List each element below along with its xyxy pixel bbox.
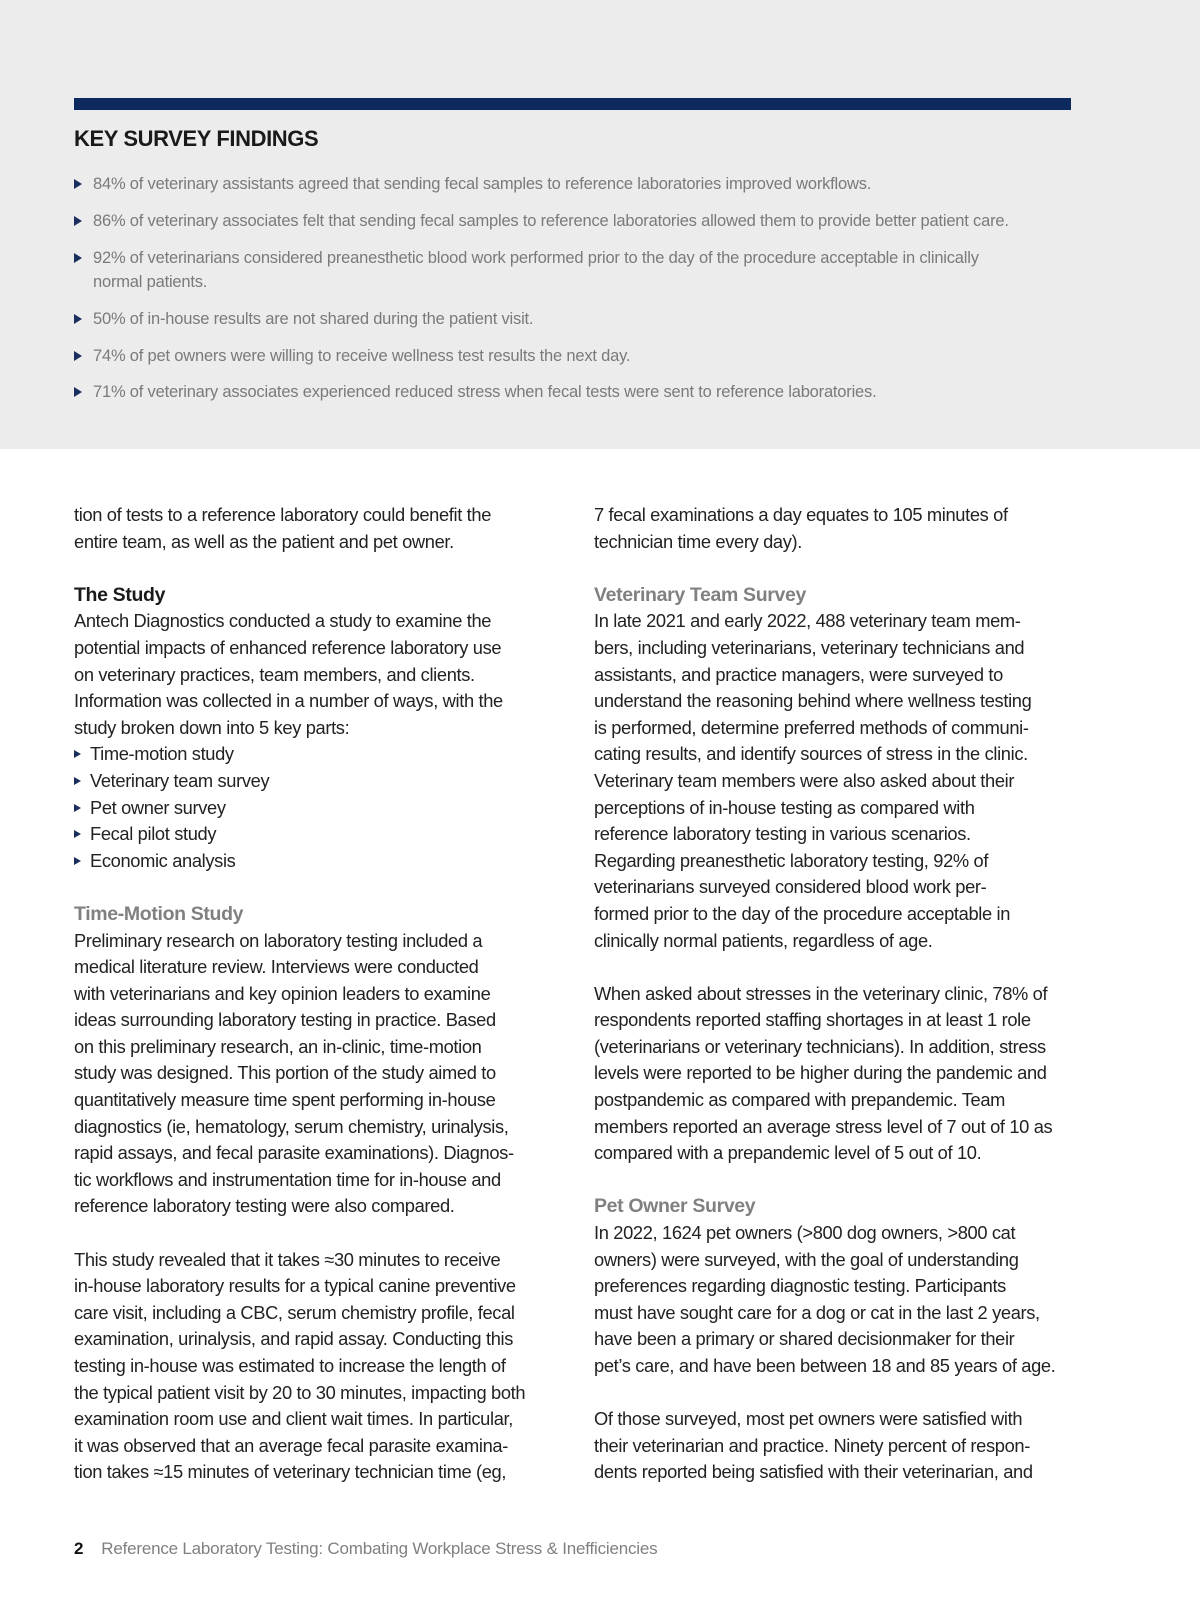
triangle-bullet-icon bbox=[74, 804, 81, 812]
triangle-bullet-icon bbox=[74, 351, 82, 361]
key-findings-title: KEY SURVEY FINDINGS bbox=[74, 126, 319, 151]
team-survey-paragraph: In late 2021 and early 2022, 488 veterinary team mem- bers, including veterinarians, veterinary technicians and assistants, and practice managers, were surveyed to understand the reasoning behind where wellness testing is performed, determine preferred methods of communi- cating results, and identify sources of stress in the clinic. Veterinary team members were also asked about their perceptions of in-house testing as compared with reference laboratory testing in various scenarios. Regarding preanesthetic laboratory testing, 92% of veterinarians surveyed considered blood work per- formed prior to the day of the procedure acceptable in clinically normal patients, regardless of age. bbox=[594, 610, 1032, 951]
page-footer bbox=[74, 1539, 657, 1559]
triangle-bullet-icon bbox=[74, 777, 81, 785]
finding-item: 92% of veterinarians considered preanesthetic blood work performed prior to the day of the procedure acceptable in clinically normal patients. bbox=[74, 246, 1074, 295]
finding-item: 84% of veterinary assistants agreed that sending fecal samples to reference laboratories improved workflows. bbox=[74, 172, 1074, 197]
time-motion-heading: Time-Motion Study bbox=[74, 902, 244, 925]
left-column bbox=[74, 502, 564, 1513]
finding-item: 74% of pet owners were willing to receive wellness test results the next day. bbox=[74, 344, 1074, 369]
stress-paragraph: When asked about stresses in the veterinary clinic, 78% of respondents reported staffing shortages in at least 1 role (veterinarians or veterinary technicians). In addition, stress levels were reported to be higher during the pandemic and postpandemic as compared with prepandemic. Team members reported an average stress level of 7 out of 10 as compared with a prepandemic level of 5 out of 10. bbox=[594, 982, 1053, 1164]
list-item: Fecal pilot study bbox=[74, 821, 564, 848]
pet-owner-survey-heading: Pet Owner Survey bbox=[594, 1195, 756, 1218]
list-item: Economic analysis bbox=[74, 848, 564, 875]
list-item: Pet owner survey bbox=[74, 795, 564, 822]
finding-item: 86% of veterinary associates felt that sending fecal samples to reference laboratories allowed them to provide better patient care. bbox=[74, 209, 1074, 234]
triangle-bullet-icon bbox=[74, 750, 81, 758]
finding-item: 50% of in-house results are not shared during the patient visit. bbox=[74, 307, 1074, 332]
triangle-bullet-icon bbox=[74, 179, 82, 189]
study-paragraph: Antech Diagnostics conducted a study to examine the potential impacts of enhanced reference laboratory use on veterinary practices, team members, and clients. Information was collected in a number of ways, with the study broken down into 5 key parts: bbox=[74, 610, 503, 738]
key-findings-list bbox=[74, 172, 1074, 417]
pet-owner-paragraph: In 2022, 1624 pet owners (>800 dog owners, >800 cat owners) were surveyed, with the goal of understanding preferences regarding diagnostic testing. Participants must have sought care for a dog or cat in the last 2 years, have been a primary or shared decisionmaker for their pet’s care, and have been between 18 and 85 years of age. bbox=[594, 1222, 1056, 1376]
time-motion-paragraph: Preliminary research on laboratory testing included a medical literature review. Interviews were conducted with veterinarians and key opinion leaders to examine ideas surrounding laboratory testing in practice. Based on this preliminary research, an in-clinic, time-motion study was designed. This portion of the study aimed to quantitatively measure time spent performing in-house diagnostics (ie, hematology, serum chemistry, urinalysis, rapid assays, and fecal parasite examinations). Diagnos- tic workflows and instrumentation time for in-house and reference laboratory testing were also compared. bbox=[74, 929, 514, 1217]
triangle-bullet-icon bbox=[74, 387, 82, 397]
header-rule bbox=[74, 98, 1071, 110]
finding-item: 71% of veterinary associates experienced reduced stress when fecal tests were sent to reference laboratories. bbox=[74, 380, 1074, 405]
list-item: Time-motion study bbox=[74, 741, 564, 768]
right-column bbox=[594, 502, 1084, 1513]
triangle-bullet-icon bbox=[74, 314, 82, 324]
time-motion-results-paragraph: This study revealed that it takes ≈30 minutes to receive in-house laboratory results for a typical canine preventive care visit, including a CBC, serum chemistry profile, fecal examination, urinalysis, and rapid assay. Conducting this testing in-house was estimated to increase the length of the typical patient visit by 20 to 30 minutes, impacting both examination room use and client wait times. In particular, it was observed that an average fecal parasite examina- tion takes ≈15 minutes of veterinary technician time (eg, bbox=[74, 1248, 526, 1483]
study-parts-list bbox=[74, 741, 564, 874]
triangle-bullet-icon bbox=[74, 216, 82, 226]
satisfaction-paragraph: Of those surveyed, most pet owners were satisfied with their veterinarian and practice. Ninety percent of respon- dents reported being satisfied with their veterinarian, and bbox=[594, 1408, 1033, 1483]
list-item: Veterinary team survey bbox=[74, 768, 564, 795]
footer-title: Reference Laboratory Testing: Combating Workplace Stress & Inefficiencies bbox=[101, 1539, 658, 1558]
intro-paragraph: tion of tests to a reference laboratory could benefit the entire team, as well as the patient and pet owner. bbox=[74, 504, 492, 552]
triangle-bullet-icon bbox=[74, 857, 81, 865]
page-number: 2 bbox=[74, 1539, 84, 1558]
triangle-bullet-icon bbox=[74, 253, 82, 263]
veterinary-team-survey-heading: Veterinary Team Survey bbox=[594, 583, 806, 606]
continued-paragraph: 7 fecal examinations a day equates to 105 minutes of technician time every day). bbox=[594, 504, 1008, 552]
triangle-bullet-icon bbox=[74, 830, 81, 838]
the-study-heading: The Study bbox=[74, 583, 166, 606]
